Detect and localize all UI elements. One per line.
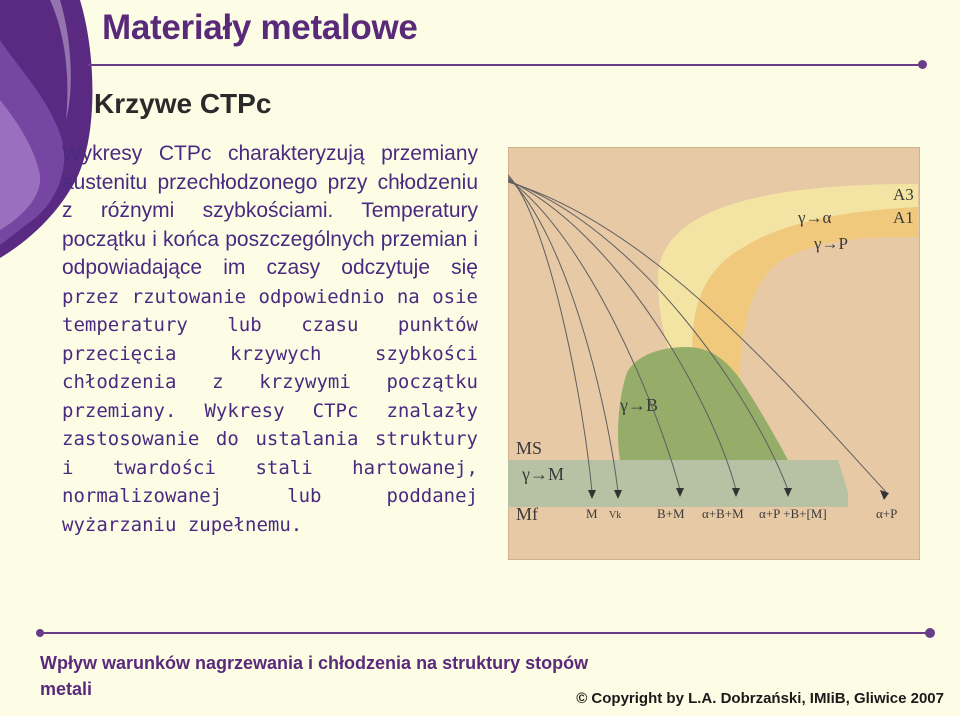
label-a3: A3 (893, 185, 914, 204)
copyright-notice: © Copyright by L.A. Dobrzański, IMIiB, Gliwice 2007 (576, 690, 944, 707)
footer-divider-dot-right (925, 628, 935, 638)
footer-title: Wpływ warunków nagrzewania i chłodzenia na struktury stopów metali (40, 653, 589, 699)
ctpc-diagram (508, 147, 920, 560)
footer-divider (40, 632, 926, 634)
label-gamma-alpha: γ→α (798, 208, 832, 227)
phase-label-m: M (586, 506, 598, 521)
footer-divider-dot-left (36, 629, 44, 637)
title-divider (88, 64, 922, 66)
phase-label-alpha-p: α+P (876, 506, 898, 521)
phase-label-vk: Vk (609, 510, 622, 521)
label-a1: A1 (893, 208, 914, 227)
phase-label-alpha-p-b-m: α+P +B+[M] (759, 506, 827, 521)
label-gamma-pearlite: γ→P (814, 234, 848, 253)
phase-label-alpha-b-m: α+B+M (702, 506, 744, 521)
title-divider-dot (918, 60, 927, 69)
intro-text-monospace: przez rzutowanie odpowiednio na osie temperatury lub czasu punktów przecięcia krzywych szybkości chłodzenia z krzywymi początku przemiany. Wykresy CTPc znalazły zastosowanie do ustalania struktury i twardości stali hartowanej, normalizowanej lub poddanej wyżarzaniu zupełnemu. (62, 285, 478, 536)
intro-paragraph (62, 140, 478, 539)
label-ms: MS (516, 438, 543, 458)
intro-text-proportional: Wykresy CTPc charakteryzują przemiany austenitu przechłodzonego przy chłodzeniu z różnymi szybkościami. Temperatury początku i końca poszczególnych przemian i odpowiadające im czasy odczytuje się (62, 142, 478, 279)
label-gamma-bainite: γ→B (620, 395, 658, 415)
phase-label-b-m: B+M (657, 506, 685, 521)
label-gamma-martensite: γ→M (522, 464, 564, 484)
section-subtitle: Krzywe CTPc (94, 88, 272, 119)
label-mf: Mf (516, 504, 538, 524)
slide-title: Materiały metalowe (102, 8, 418, 47)
